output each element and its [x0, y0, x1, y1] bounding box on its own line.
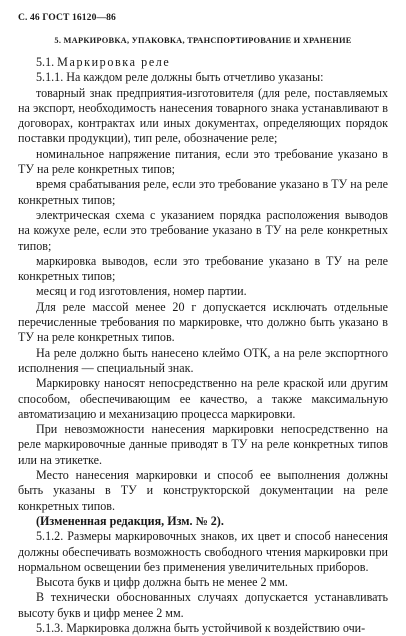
paragraph: время срабатывания реле, если это требование указано в ТУ на реле конкретных типов; [18, 177, 388, 207]
paragraph: При невозможности нанесения маркировки непосредственно на реле маркировочные данные приводят в ТУ на реле конкретных типов или на этикетке. [18, 422, 388, 467]
paragraph: 5.1.1. На каждом реле должны быть отчетливо указаны: [36, 70, 324, 85]
body-text [18, 55, 388, 636]
section-title: 5. МАРКИРОВКА, УПАКОВКА, ТРАНСПОРТИРОВАНИЕ И ХРАНЕНИЕ [54, 36, 352, 45]
paragraph: Маркировку наносят непосредственно на реле краской или другим способом, обеспечивающим ее качество, а также максимальную автоматизацию и механизацию процесса маркировки. [18, 376, 388, 421]
subsection-title: Маркировка реле [57, 55, 171, 69]
subsection-heading [18, 55, 388, 70]
paragraph: 5.1.3. Маркировка должна быть устойчивой к воздействию очи- [36, 620, 366, 635]
running-header: С. 46 ГОСТ 16120—86 [18, 12, 116, 23]
paragraph: 5.1.2. Размеры маркировочных знаков, их цвет и способ нанесения должны обеспечивать возможность свободного чтения маркировки при нормальном освещении без применения увеличительных приборов. [18, 529, 388, 574]
paragraph: На реле должно быть нанесено клеймо ОТК, а на реле экспортного исполнения — специальный знак. [18, 345, 388, 375]
paragraph: Место нанесения маркировки и способ ее выполнения должны быть указаны в ТУ и конструкторской документации на реле конкретных типов. [18, 468, 388, 513]
paragraph: электрическая схема с указанием порядка расположения выводов на кожухе реле, если это требование указано в ТУ на реле конкретных типов; [18, 207, 388, 253]
paragraph: В технически обоснованных случаях допускается устанавливать высоту букв и цифр менее 2 мм. [18, 590, 388, 620]
paragraph: номинальное напряжение питания, если это требование указано в ТУ на реле конкретных типов; [18, 146, 388, 177]
paragraph: маркировка выводов, если это требование указано в ТУ на реле конкретных типов; [18, 253, 388, 284]
amendment-note: (Измененная редакция, Изм. № 2). [36, 513, 224, 528]
paragraph: товарный знак предприятия-изготовителя (для реле, поставляемых на экспорт, необходимость нанесения товарного знака устанавливают в договорах, контрактах или иных документах, определяющих порядок поставки продукции), тип реле, обозначение реле; [18, 85, 388, 146]
subsection-number: 5.1. [36, 55, 58, 69]
paragraph: месяц и год изготовления, номер партии. [36, 284, 247, 299]
paragraph: Для реле массой менее 20 г допускается исключать отдельные перечисленные требования по маркировке, что должно быть указано в ТУ на реле конкретных типов. [18, 299, 388, 345]
paragraph: Высота букв и цифр должна быть не менее 2 мм. [36, 575, 288, 590]
